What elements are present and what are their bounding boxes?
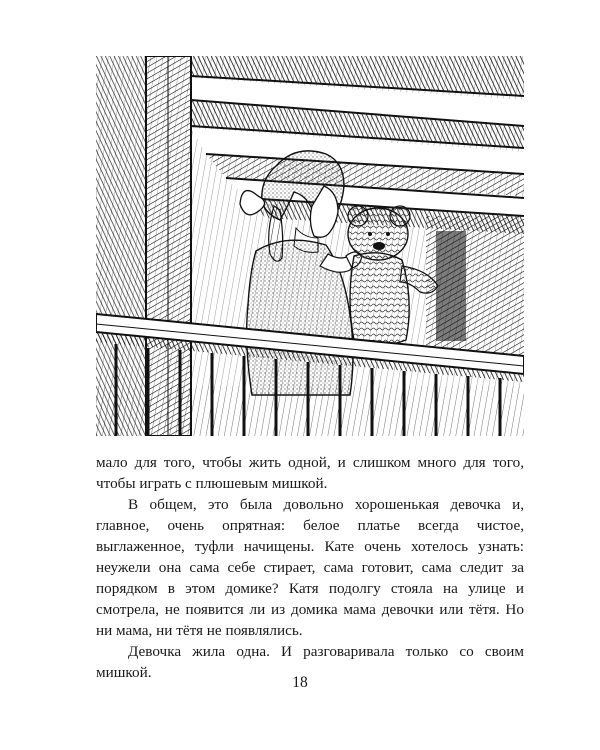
paragraph-continuation: мало для того, чтобы жить одной, и слишком много для того, чтобы играть с плюшевым мишкой. <box>96 454 524 492</box>
girl-with-teddy-bear-drawing <box>96 56 524 436</box>
paragraph: В общем, это была довольно хорошенькая девочка и, главное, очень опрятная: белое платье всегда чистое, выглаженное, туфли начищены. Кате очень хотелось узнать: неужели она сама себе стирает, сама готовит, сама следит за порядком в этом домике? Катя подолгу стояла на улице и смотрела, не появится ли из домика мама девочки или тётя. Но ни мама, ни тётя не появлялись. <box>96 496 524 639</box>
body-text <box>96 452 524 683</box>
illustration <box>96 56 524 436</box>
paragraph: Девочка жила одна. И разговаривала только со своим мишкой. <box>96 643 524 681</box>
page-number: 18 <box>292 674 308 691</box>
left-post <box>96 56 191 436</box>
